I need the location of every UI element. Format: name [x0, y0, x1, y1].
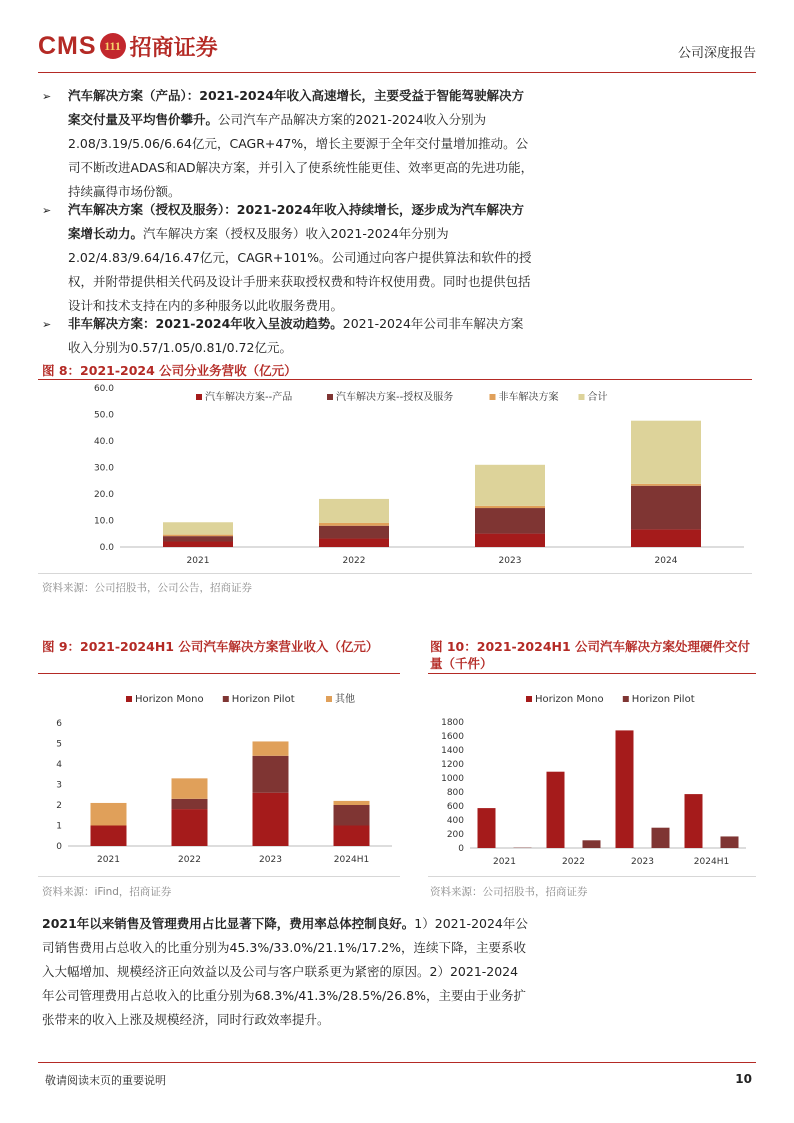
- x-tick-label: 2021: [97, 855, 120, 865]
- legend-swatch-1: [327, 394, 333, 400]
- bar-2-0: [163, 535, 233, 537]
- y-tick-label: 2: [56, 801, 62, 811]
- page-number: 10: [735, 1072, 752, 1086]
- bar-2-3: [334, 801, 370, 805]
- x-tick-label: 2024H1: [693, 857, 730, 867]
- bar-2-1: [172, 778, 208, 799]
- legend-swatch-1: [623, 696, 629, 702]
- footer-note: 敬请阅读末页的重要说明: [45, 1074, 166, 1087]
- bullet-non-auto-heading: 非车解决方案：2021-2024年收入呈波动趋势。: [68, 316, 343, 331]
- legend-swatch-3: [579, 394, 585, 400]
- bar-0-0: [478, 808, 496, 848]
- x-tick-label: 2022: [562, 857, 585, 867]
- bar-3-3: [631, 421, 701, 484]
- x-tick-label: 2022: [342, 556, 366, 566]
- bar-1-3: [721, 836, 739, 848]
- bar-0-2: [253, 793, 289, 846]
- bullet-arrow-icon: ➢: [42, 318, 52, 331]
- fig8-chart: [38, 382, 752, 568]
- bar-0-3: [334, 826, 370, 847]
- legend-swatch-0: [526, 696, 532, 702]
- y-tick-label: 600: [446, 802, 464, 812]
- fig9-source: 资料来源：iFind，招商证券: [42, 886, 172, 898]
- bar-0-0: [91, 826, 127, 847]
- legend-swatch-2: [490, 394, 496, 400]
- logo-chinese: 招商证券: [129, 34, 218, 61]
- bar-0-1: [547, 772, 565, 848]
- bar-1-0: [163, 536, 233, 541]
- fig8-title-rule: [38, 379, 752, 380]
- legend-swatch-1: [223, 696, 229, 702]
- bar-1-2: [475, 508, 545, 534]
- page-header: [38, 28, 756, 68]
- bar-0-2: [616, 730, 634, 848]
- fig8-source: 资料来源：公司招股书，公司公告，招商证券: [42, 582, 252, 594]
- y-tick-label: 40.0: [93, 437, 114, 447]
- legend-swatch-0: [126, 696, 132, 702]
- legend-label-0: Horizon Mono: [135, 694, 204, 705]
- expense-heading: 2021年以来销售及管理费用占比显著下降，费用率总体控制良好。: [42, 916, 415, 931]
- bar-2-1: [319, 523, 389, 526]
- document-type: 公司深度报告: [677, 46, 756, 61]
- bar-1-3: [334, 805, 370, 826]
- y-tick-label: 1600: [441, 732, 464, 742]
- legend-label-1: Horizon Pilot: [631, 694, 695, 705]
- fig10-title-rule: [428, 673, 756, 674]
- header-divider: [38, 72, 756, 73]
- fig9-title: 图 9：2021-2024H1 公司汽车解决方案营业收入（亿元）: [42, 639, 379, 654]
- legend-swatch-0: [196, 394, 202, 400]
- bar-1-2: [652, 828, 670, 848]
- y-tick-label: 1800: [441, 718, 464, 728]
- bullet-product-heading: 汽车解决方案（产品）：2021-2024年收入高速增长，主要受益于智能驾驶解决方案交付量及平均售价攀升。: [68, 88, 525, 127]
- y-tick-label: 1000: [441, 774, 464, 784]
- legend-label-2: 其他: [335, 694, 355, 705]
- cms-logo: [38, 28, 218, 64]
- y-tick-label: 0: [458, 844, 464, 854]
- fig9-chart: [38, 684, 400, 870]
- x-tick-label: 2022: [178, 855, 201, 865]
- bar-0-3: [685, 794, 703, 848]
- y-tick-label: 4: [56, 760, 62, 770]
- x-tick-label: 2023: [259, 855, 282, 865]
- bullet-product: [68, 84, 534, 204]
- legend-swatch-2: [326, 696, 332, 702]
- bullet-licensing-heading: 汽车解决方案（授权及服务）：2021-2024年收入持续增长，逐步成为汽车解决方案增长动力。: [68, 202, 525, 241]
- fig9-source-rule: [38, 876, 400, 877]
- bar-1-1: [319, 526, 389, 539]
- fig10-chart: [428, 684, 756, 870]
- bar-0-1: [319, 539, 389, 547]
- fig8-source-rule: [38, 573, 752, 574]
- fig8-title: 图 8：2021-2024 公司分业务营收（亿元）: [42, 363, 297, 378]
- legend-label-3: 合计: [587, 392, 608, 403]
- bullet-product-body: 公司汽车产品解决方案的2021-2024收入分别为2.08/3.19/5.06/6.64亿元，CAGR+47%，增长主要源于全年交付量增加推动。公司不断改进ADAS和AD解决方案，并引入了使系统性能更佳、效率更高的先进功能，持续赢得市场份额。: [68, 112, 534, 199]
- y-tick-label: 800: [446, 788, 464, 798]
- fig10-source-rule: [428, 876, 756, 877]
- y-tick-label: 3: [56, 780, 62, 791]
- bullet-licensing-body: 汽车解决方案（授权及服务）收入2021-2024年分别为2.02/4.83/9.64/16.47亿元，CAGR+101%。公司通过向客户提供算法和软件的授权，并附带提供相关代码及设计手册来获取授权费和特许权使用费。同时也提供包括设计和技术支持在内的多种服务以此收服务费用。: [68, 226, 532, 313]
- x-tick-label: 2023: [498, 556, 522, 566]
- bar-0-2: [475, 534, 545, 547]
- fig10-source: 资料来源：公司招股书，招商证券: [430, 886, 588, 898]
- y-tick-label: 200: [446, 830, 464, 840]
- y-tick-label: 6: [56, 719, 62, 729]
- bar-3-2: [475, 465, 545, 506]
- bar-2-0: [91, 803, 127, 826]
- y-tick-label: 0: [56, 842, 62, 852]
- y-tick-label: 1: [56, 821, 62, 832]
- bar-2-2: [475, 506, 545, 508]
- y-tick-label: 5: [56, 739, 62, 750]
- expense-paragraph: [42, 912, 530, 1032]
- y-tick-label: 30.0: [93, 463, 114, 474]
- x-tick-label: 2023: [631, 857, 654, 867]
- bar-2-3: [631, 484, 701, 486]
- expense-body: 1）2021-2024年公司销售费用占总收入的比重分别为45.3%/33.0%/21.1%/17.2%，连续下降，主要系收入大幅增加、规模经济正向效益以及公司与客户联系更为紧密的原因。2）2021-2024年公司管理费用占总收入的比重分别为68.3%/41.3%/28.5%/26.8%，主要由于业务扩张带来的收入上涨及规模经济，同时行政效率提升。: [42, 916, 528, 1027]
- bar-1-1: [172, 799, 208, 809]
- footer-divider: [38, 1062, 756, 1063]
- x-tick-label: 2021: [493, 857, 516, 867]
- fig9-title-rule: [38, 673, 400, 674]
- logo-seal-icon: 111: [100, 33, 126, 59]
- bar-1-1: [583, 840, 601, 848]
- bar-0-0: [163, 541, 233, 547]
- bullet-non-auto: [68, 312, 534, 360]
- bar-1-2: [253, 756, 289, 793]
- bar-0-3: [631, 529, 701, 547]
- y-tick-label: 1400: [441, 746, 464, 756]
- bullet-non-auto-body: 2021-2024年公司非车解决方案收入分别为0.57/1.05/0.81/0.72亿元。: [68, 316, 524, 355]
- legend-label-0: 汽车解决方案--产品: [205, 392, 293, 403]
- bar-3-1: [319, 499, 389, 523]
- y-tick-label: 60.0: [93, 384, 114, 394]
- x-tick-label: 2021: [186, 556, 210, 566]
- bullet-licensing: [68, 198, 534, 318]
- bar-2-2: [253, 741, 289, 755]
- bullet-arrow-icon: ➢: [42, 90, 52, 103]
- y-tick-label: 50.0: [93, 410, 114, 421]
- y-tick-label: 1200: [441, 760, 464, 770]
- legend-label-1: Horizon Pilot: [231, 694, 295, 705]
- legend-label-0: Horizon Mono: [535, 694, 604, 705]
- y-tick-label: 20.0: [93, 490, 114, 500]
- bar-0-1: [172, 809, 208, 846]
- logo-latin: CMS: [38, 31, 97, 60]
- fig10-title: 图 10：2021-2024H1 公司汽车解决方案处理硬件交付量（千件）: [430, 639, 751, 671]
- x-tick-label: 2024: [654, 556, 678, 566]
- bar-3-0: [163, 522, 233, 534]
- x-tick-label: 2024H1: [333, 855, 370, 865]
- y-tick-label: 400: [446, 816, 464, 826]
- y-tick-label: 10.0: [93, 516, 114, 527]
- y-tick-label: 0.0: [99, 543, 114, 553]
- legend-label-1: 汽车解决方案--授权及服务: [336, 392, 454, 403]
- bar-1-3: [631, 486, 701, 530]
- bullet-arrow-icon: ➢: [42, 204, 52, 217]
- legend-label-2: 非车解决方案: [498, 392, 559, 403]
